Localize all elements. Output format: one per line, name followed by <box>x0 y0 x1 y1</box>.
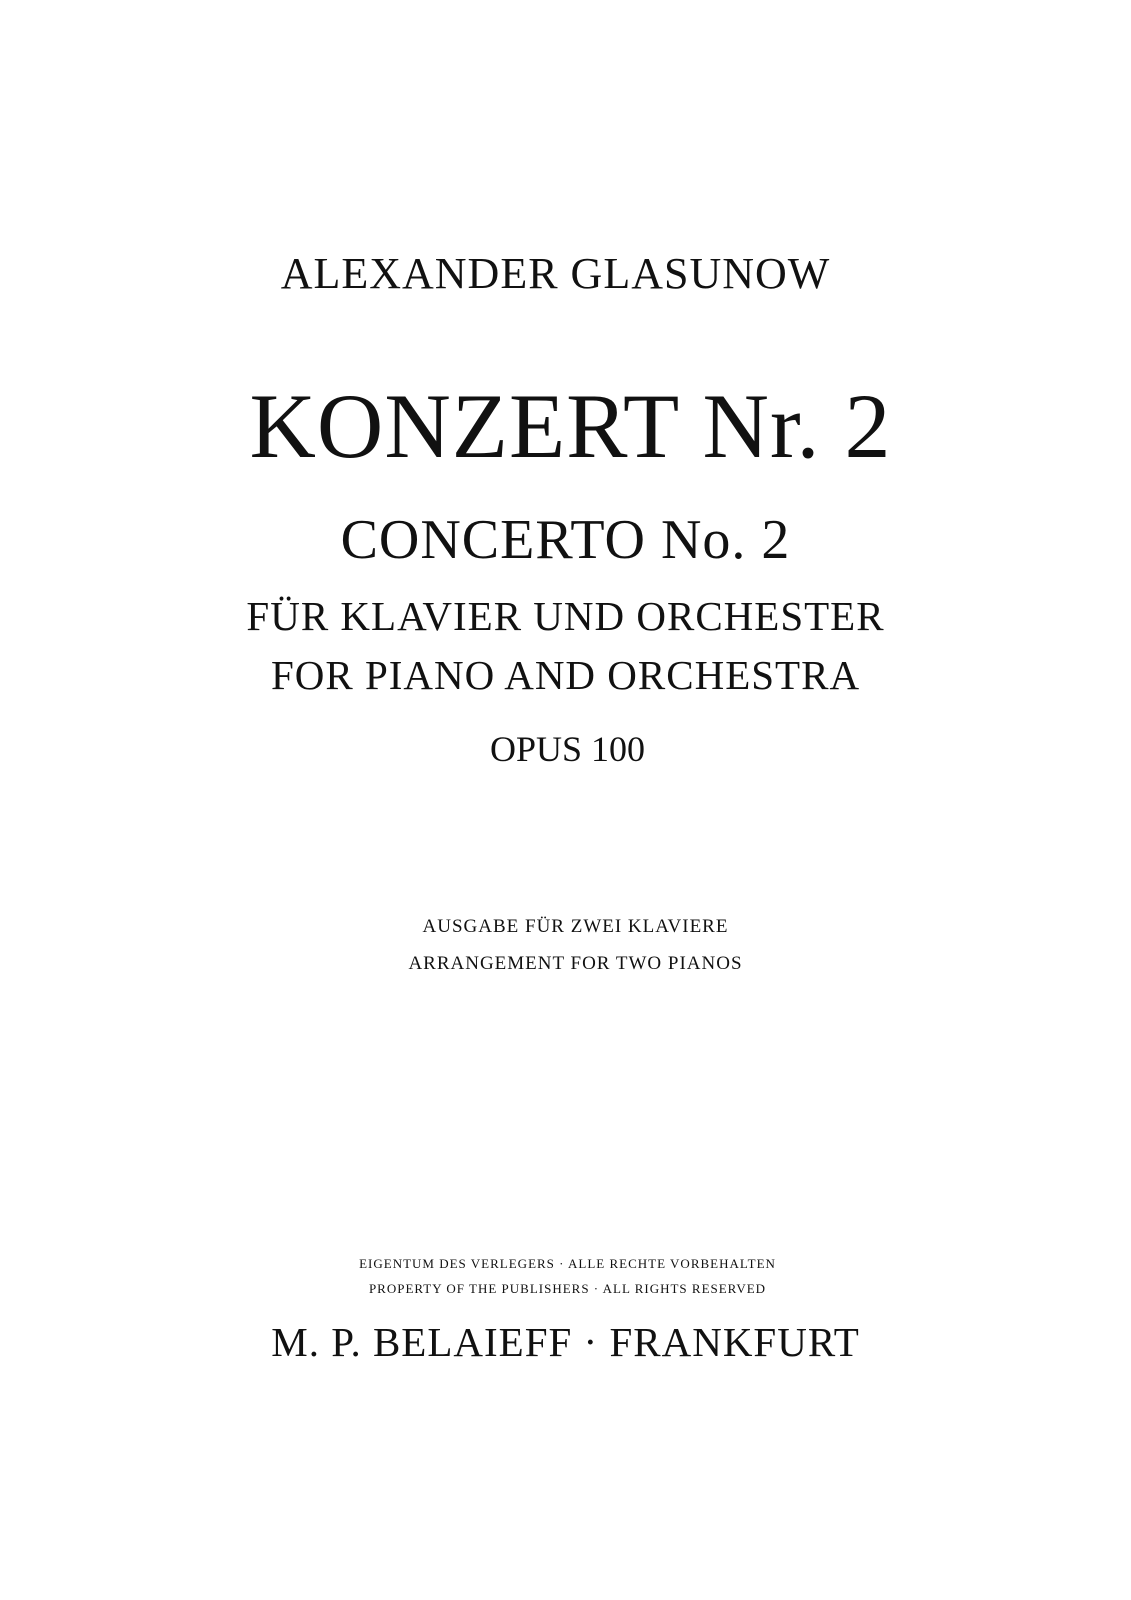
subtitle-german: FÜR KLAVIER UND ORCHESTER <box>246 593 885 639</box>
title-german: KONZERT Nr. 2 <box>249 375 892 477</box>
composer-name: ALEXANDER GLASUNOW <box>280 249 831 298</box>
edition-german: AUSGABE FÜR ZWEI KLAVIERE <box>422 916 729 937</box>
opus-number: OPUS 100 <box>489 729 646 769</box>
edition-english: ARRANGEMENT FOR TWO PIANOS <box>408 953 743 974</box>
title-english: CONCERTO No. 2 <box>340 509 791 571</box>
rights-note-german: EIGENTUM DES VERLEGERS · ALLE RECHTE VORBEHALTEN <box>359 1256 776 1271</box>
subtitle-english: FOR PIANO AND ORCHESTRA <box>270 652 861 698</box>
publisher-imprint: M. P. BELAIEFF · FRANKFURT <box>271 1319 860 1365</box>
rights-note-english: PROPERTY OF THE PUBLISHERS · ALL RIGHTS RESERVED <box>368 1281 767 1296</box>
